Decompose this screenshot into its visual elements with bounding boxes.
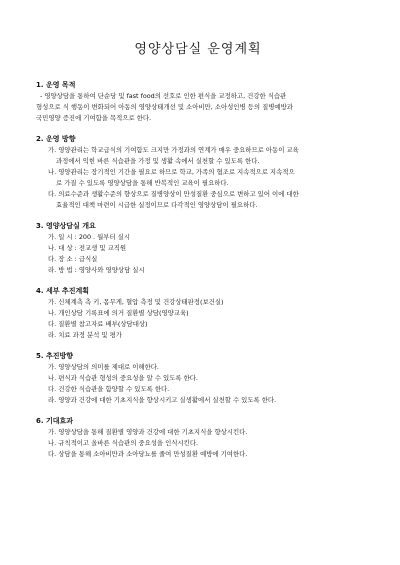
list-item: 나. 대 상 : 전교생 및 교직원: [48, 244, 127, 252]
section-implementation: [36, 351, 360, 406]
paragraph-line: 형성으로 식 행동이 변화되어 아동의 영양상태개선 및 소아비만, 소아성인병 등의 질병예방과: [36, 103, 293, 111]
list-item: 다. 장 소 : 급식실: [48, 255, 98, 263]
list-item: 다. 상담을 통해 소아비만과 소아당뇨를 줄여 만성질환 예방에 기여한다.: [48, 450, 248, 458]
section-heading: 6. 기대효과: [36, 417, 74, 425]
list-item: 다. 건강한 식습관을 함양할 수 있도록 한다.: [48, 385, 170, 393]
list-item: 가. 영양관리는 학교급식의 기여함도 크지만 가정과의 연계가 매우 중요하므로 아동이 교육: [48, 146, 299, 154]
list-item-continuation: 로 가질 수 있도록 영양상담을 통해 반복적인 교육이 필요하다.: [56, 179, 229, 187]
section-heading: 4. 세부 추진계획: [36, 287, 89, 295]
list-item: 라. 치료 과정 분석 및 평가: [48, 331, 122, 339]
list-item: 나. 영양관리는 장기적인 기간을 필요로 하므로 학교, 가족의 협조로 지속적으로 지속적으: [48, 168, 295, 176]
paragraph-line: 국민영양 증진에 기여함을 목적으로 한다.: [36, 114, 152, 122]
list-item: 라. 영양과 건강에 대한 기초지식을 향상시키고 실생활에서 실천할 수 있도록 한다.: [48, 396, 277, 404]
list-item-continuation: 효율적인 대책 마련이 시급한 실정이므로 다각적인 영양상담이 필요하다.: [56, 201, 258, 209]
paragraph-line: - 영양상담을 통하여 단순당 및 fast food의 선호로 인한 편식을 교정하고, 건강한 식습관: [40, 92, 287, 100]
list-item: 가. 신체계측 측 키, 몸무게, 혈압 측정 및 건강상태판정(보건실): [48, 298, 224, 306]
list-item: 가. 일 시 : 200 . 월부터 실시: [48, 233, 131, 241]
list-item-continuation: 과정에서 익힌 바른 식습관을 가정 및 생활 속에서 실천할 수 있도록 한다.: [56, 157, 260, 165]
section-overview: [36, 221, 360, 276]
list-item: 나. 규칙적이고 올바른 식습관의 중요성을 인식시킨다.: [48, 439, 199, 447]
list-item: 가. 영양상담을 통해 질환별 영양과 건강에 대한 기초지식을 향상시킨다.: [48, 428, 248, 436]
document-title: 영양상담실 운영계획: [134, 42, 262, 57]
section-heading: 5. 추진방향: [36, 352, 74, 360]
list-item: 나. 개인상담 기록표에 의거 질환별 상담(영양교육): [48, 309, 189, 317]
list-item: 다. 의료수준과 생활수준의 향상으로 질병양상이 만성질환 중심으로 변하고 있어 이에 대한: [48, 190, 299, 198]
section-direction: [36, 134, 360, 211]
list-item: 다. 질환별 참고자료 배부(상담대상): [48, 320, 148, 328]
section-purpose: [36, 80, 360, 124]
section-heading: 2. 운영 방향: [36, 135, 76, 143]
section-expected-effects: [36, 416, 360, 460]
list-item: 라. 방 법 : 영양사와 영양상담 실시: [48, 266, 145, 274]
section-heading: 1. 운영 목적: [36, 81, 76, 89]
list-item: 나. 편식과 식습관 형성의 중요성을 알 수 있도록 한다.: [48, 374, 198, 382]
section-detailed-plan: [36, 286, 360, 341]
section-heading: 3. 영양상담실 개요: [36, 222, 96, 230]
list-item: 가. 영양상담의 의미를 제대로 이해한다.: [48, 363, 159, 371]
